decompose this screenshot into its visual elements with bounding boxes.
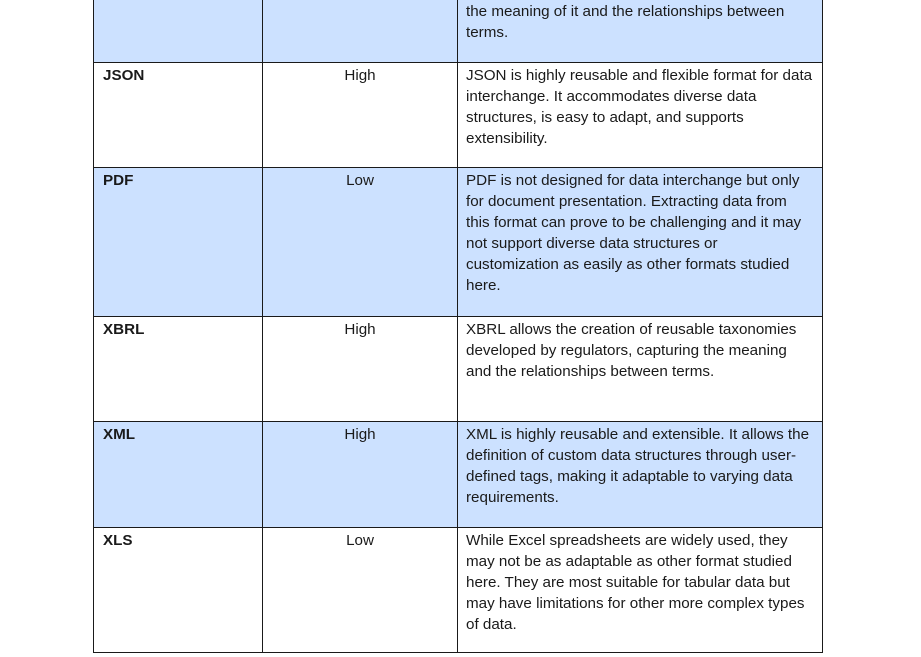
description-cell — [458, 528, 823, 653]
format-cell — [94, 528, 263, 653]
format-name: JSON — [103, 67, 145, 84]
reusability-rating: High — [344, 67, 376, 84]
format-name — [94, 0, 262, 1]
description-cell — [458, 168, 823, 317]
format-cell — [94, 168, 263, 317]
reusability-cell — [263, 317, 458, 422]
format-description: the meaning of it and the relationships between terms. — [466, 3, 785, 41]
reusability-cell — [263, 168, 458, 317]
format-description: PDF is not designed for data interchange but only for document presentation. Extracting data from this format can prove to be challenging and it may not support diverse data structures or customization as easily as other formats studied here. — [466, 172, 802, 294]
table-row — [94, 63, 823, 168]
format-name: XBRL — [103, 321, 145, 338]
table-row — [94, 422, 823, 528]
reusability-rating — [263, 0, 457, 1]
table-row — [94, 168, 823, 317]
table-row — [94, 0, 823, 63]
description-cell — [458, 0, 823, 63]
format-description: XBRL allows the creation of reusable taxonomies developed by regulators, capturing the meaning and the relationships between terms. — [466, 321, 797, 380]
table-row — [94, 317, 823, 422]
reusability-cell — [263, 0, 458, 63]
format-cell — [94, 0, 263, 63]
reusability-rating: High — [344, 426, 376, 443]
format-comparison-table — [93, 0, 823, 653]
reusability-rating: Low — [346, 172, 374, 189]
description-cell — [458, 63, 823, 168]
format-name: XLS — [103, 532, 133, 549]
reusability-cell — [263, 528, 458, 653]
format-cell — [94, 317, 263, 422]
reusability-cell — [263, 422, 458, 528]
description-cell — [458, 317, 823, 422]
format-cell — [94, 63, 263, 168]
format-description: XML is highly reusable and extensible. It allows the definition of custom data structures through user-defined tags, making it adaptable to varying data requirements. — [466, 426, 810, 506]
reusability-rating: Low — [346, 532, 374, 549]
table-row — [94, 528, 823, 653]
description-cell — [458, 422, 823, 528]
format-description: JSON is highly reusable and flexible format for data interchange. It accommodates diverse data structures, is easy to adapt, and supports extensibility. — [466, 67, 813, 147]
reusability-cell — [263, 63, 458, 168]
format-name: PDF — [103, 172, 134, 189]
format-cell — [94, 422, 263, 528]
reusability-rating: High — [344, 321, 376, 338]
format-description: While Excel spreadsheets are widely used, they may not be as adaptable as other format studied here. They are most suitable for tabular data but may have limitations for other more complex types of data. — [466, 532, 805, 633]
format-name: XML — [103, 426, 136, 443]
